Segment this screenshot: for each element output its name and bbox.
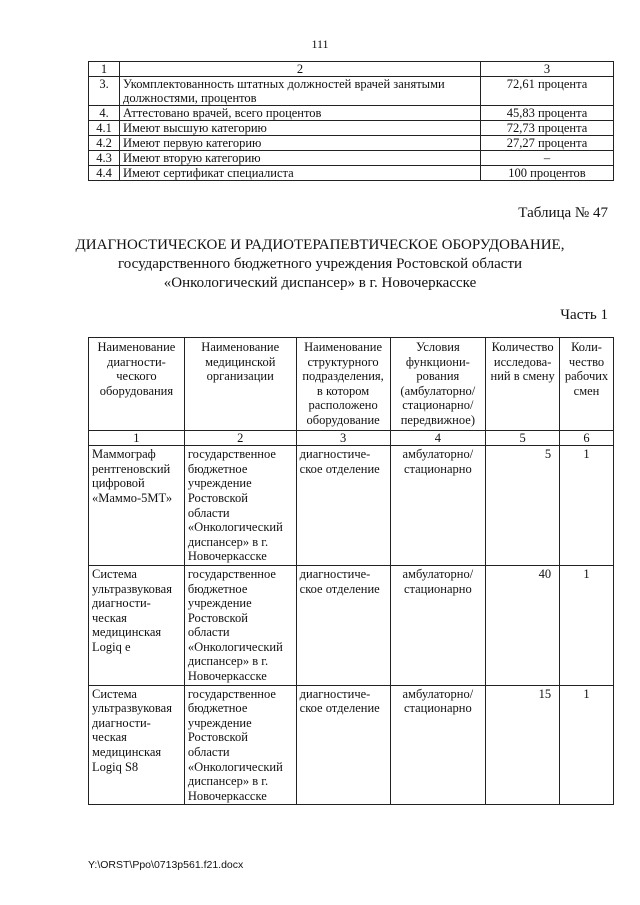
- department-name: диагностиче-ское отделение: [296, 446, 390, 566]
- table-row: [89, 685, 614, 805]
- table-row: [89, 136, 614, 151]
- column-number: 4: [390, 430, 486, 446]
- shift-count: 1: [560, 565, 614, 685]
- row-number: 4.4: [89, 166, 120, 181]
- row-number: 4.2: [89, 136, 120, 151]
- column-number: 1: [89, 430, 185, 446]
- row-name: Имеют сертификат специалиста: [120, 166, 481, 181]
- row-value: 72,73 процента: [481, 121, 614, 136]
- department-name: диагностиче-ское отделение: [296, 565, 390, 685]
- table-header-row: [89, 338, 614, 431]
- row-number: 4.3: [89, 151, 120, 166]
- studies-per-shift: 15: [486, 685, 560, 805]
- row-name: Укомплектованность штатных должностей врачей занятыми должностями, процентов: [120, 77, 481, 106]
- title-line: ДИАГНОСТИЧЕСКОЕ И РАДИОТЕРАПЕВТИЧЕСКОЕ ОБОРУДОВАНИЕ,: [75, 237, 565, 253]
- staffing-table: [88, 61, 614, 181]
- page-number: 111: [311, 37, 329, 51]
- table-row: [89, 446, 614, 566]
- row-name: Имеют первую категорию: [120, 136, 481, 151]
- row-number: 3.: [89, 77, 120, 106]
- operating-conditions: амбулаторно/ стационарно: [390, 446, 486, 566]
- row-name: Аттестовано врачей, всего процентов: [120, 106, 481, 121]
- header-organization: Наименование медицинской организации: [184, 338, 296, 431]
- equipment-name: Система ультразвуковая диагности-ческая медицинская Logiq S8: [89, 685, 185, 805]
- header-cell: 1: [89, 62, 120, 77]
- table-row: [89, 151, 614, 166]
- header-studies: Количество исследова-ний в смену: [486, 338, 560, 431]
- row-name: Имеют вторую категорию: [120, 151, 481, 166]
- table-header-row: [89, 62, 614, 77]
- organization-name: государственное бюджетное учреждение Ростовской области «Онкологический диспансер» в г. Новочеркасске: [184, 685, 296, 805]
- header-department: Наименование структурного подразделения, в котором расположено оборудование: [296, 338, 390, 431]
- organization-name: государственное бюджетное учреждение Ростовской области «Онкологический диспансер» в г. Новочеркасске: [184, 565, 296, 685]
- header-cell: 2: [120, 62, 481, 77]
- row-value: 45,83 процента: [481, 106, 614, 121]
- equipment-name: Маммограф рентгеновский цифровой «Маммо-5МТ»: [89, 446, 185, 566]
- column-number: 6: [560, 430, 614, 446]
- document-title: [60, 236, 580, 293]
- table-row: [89, 121, 614, 136]
- column-number: 5: [486, 430, 560, 446]
- table-number: Таблица № 47: [518, 205, 608, 221]
- equipment-name: Система ультразвуковая диагности-ческая медицинская Logiq e: [89, 565, 185, 685]
- title-line: государственного бюджетного учреждения Ростовской области: [117, 256, 523, 272]
- department-name: диагностиче-ское отделение: [296, 685, 390, 805]
- row-number: 4.1: [89, 121, 120, 136]
- shift-count: 1: [560, 685, 614, 805]
- title-line: «Онкологический диспансер» в г. Новочеркасске: [163, 275, 477, 291]
- studies-per-shift: 5: [486, 446, 560, 566]
- organization-name: государственное бюджетное учреждение Ростовской области «Онкологический диспансер» в г. Новочеркасске: [184, 446, 296, 566]
- table-row: [89, 565, 614, 685]
- row-name: Имеют высшую категорию: [120, 121, 481, 136]
- table-row: [89, 77, 614, 106]
- part-label: Часть 1: [560, 307, 608, 323]
- header-cell: 3: [481, 62, 614, 77]
- header-equipment: Наименование диагности-ческого оборудования: [89, 338, 185, 431]
- table-row: [89, 106, 614, 121]
- column-number: 2: [184, 430, 296, 446]
- footer-file-path: Y:\ORST\Ppo\0713p561.f21.docx: [88, 859, 244, 871]
- operating-conditions: амбулаторно/ стационарно: [390, 565, 486, 685]
- row-value: 100 процентов: [481, 166, 614, 181]
- column-numbers-row: [89, 430, 614, 446]
- row-value: 72,61 процента: [481, 77, 614, 106]
- row-value: –: [481, 151, 614, 166]
- column-number: 3: [296, 430, 390, 446]
- header-conditions: Условия функциони-рования (амбулаторно/ стационарно/ передвижное): [390, 338, 486, 431]
- row-value: 27,27 процента: [481, 136, 614, 151]
- shift-count: 1: [560, 446, 614, 566]
- equipment-table: [88, 337, 614, 805]
- table-row: [89, 166, 614, 181]
- row-number: 4.: [89, 106, 120, 121]
- studies-per-shift: 40: [486, 565, 560, 685]
- header-shifts: Коли-чество рабочих смен: [560, 338, 614, 431]
- operating-conditions: амбулаторно/ стационарно: [390, 685, 486, 805]
